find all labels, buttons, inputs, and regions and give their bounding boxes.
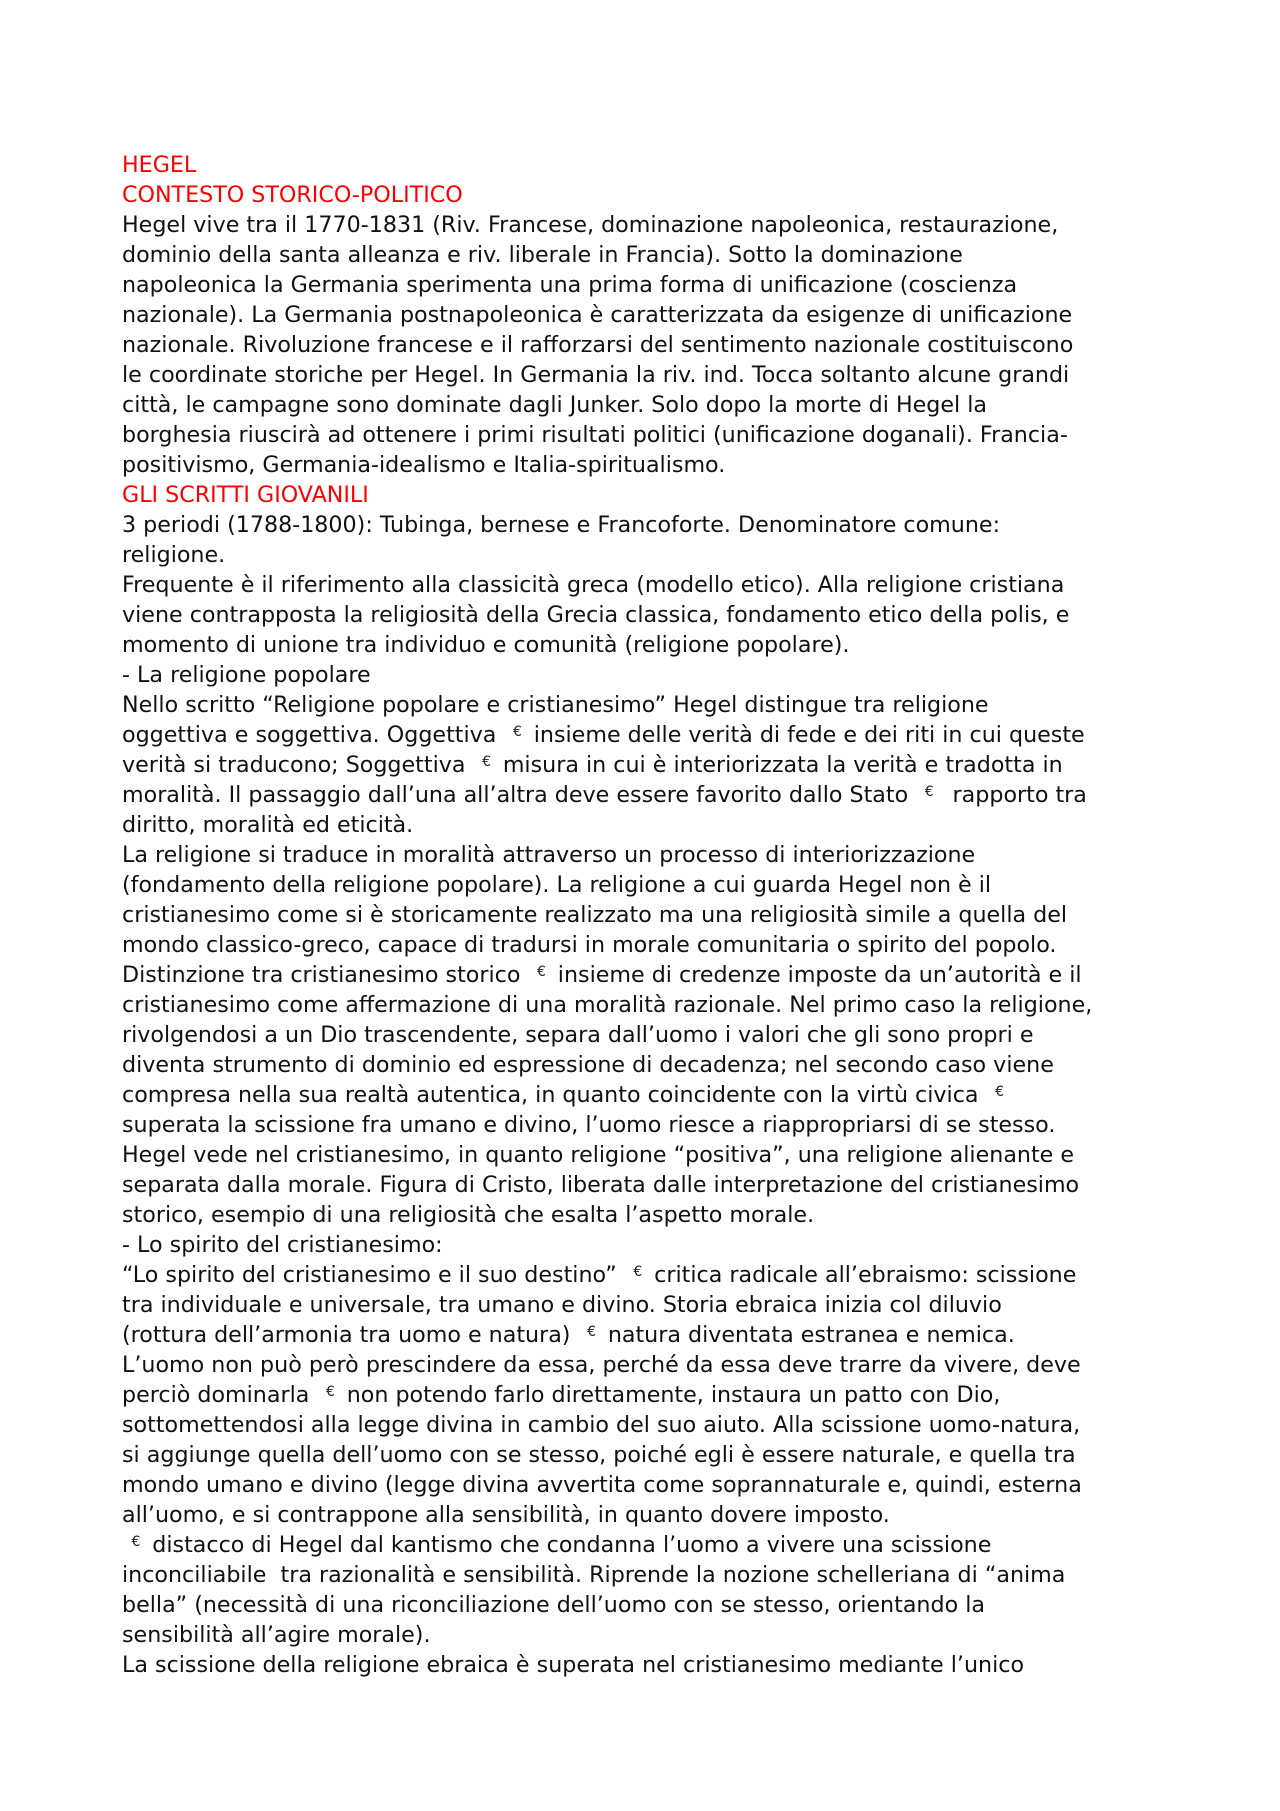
text-line (122, 1320, 1172, 1350)
text-segment: bella” (necessità di una riconciliazione dell’uomo con se stesso, orientando la (122, 1592, 985, 1618)
text-segment: borghesia riuscirà ad ottenere i primi risultati politici (unificazione doganali). Francia- (122, 422, 1068, 448)
text-line (122, 300, 1172, 330)
text-line (122, 660, 1172, 690)
text-segment: La scissione della religione ebraica è superata nel cristianesimo mediante l’unico (122, 1652, 1025, 1678)
text-segment: all’uomo, e si contrappone alla sensibilità, in quanto dovere imposto. (122, 1502, 890, 1528)
text-line (122, 960, 1172, 990)
text-line (122, 1410, 1172, 1440)
text-line (122, 930, 1172, 960)
text-segment: CONTESTO STORICO-POLITICO (122, 182, 463, 208)
text-line (122, 870, 1172, 900)
text-segment: moralità. Il passaggio dall’una all’altra deve essere favorito dallo Stato (122, 782, 916, 808)
text-segment: storico, esempio di una religiosità che esalta l’aspetto morale. (122, 1202, 815, 1228)
text-segment: cristianesimo come si è storicamente realizzato ma una religiosità simile a quella del (122, 902, 1068, 928)
text-segment: compresa nella sua realtà autentica, in quanto coincidente con la virtù civica (122, 1082, 986, 1108)
arrow-icon: € (131, 1534, 141, 1550)
text-segment: positivismo, Germania-idealismo e Italia-spiritualismo. (122, 452, 726, 478)
text-segment: diritto, moralità ed eticità. (122, 812, 414, 838)
text-segment: Hegel vede nel cristianesimo, in quanto religione “positiva”, una religione alienante e (122, 1142, 1075, 1168)
text-line (122, 780, 1172, 810)
text-line (122, 810, 1172, 840)
text-segment: “Lo spirito del cristianesimo e il suo destino” (122, 1262, 624, 1288)
text-segment: dominio della santa alleanza e riv. liberale in Francia). Sotto la dominazione (122, 242, 963, 268)
text-line (122, 570, 1172, 600)
text-segment: 3 periodi (1788-1800): Tubinga, bernese e Francoforte. Denominatore comune: (122, 512, 1001, 538)
text-line (122, 720, 1172, 750)
text-segment: separata dalla morale. Figura di Cristo, liberata dalle interpretazione del cristianesimo (122, 1172, 1080, 1198)
text-line (122, 1470, 1172, 1500)
text-segment: napoleonica la Germania sperimenta una prima forma di unificazione (coscienza (122, 272, 1018, 298)
text-segment: La religione si traduce in moralità attraverso un processo di interiorizzazione (122, 842, 976, 868)
text-segment: Nello scritto “Religione popolare e cristianesimo” Hegel distingue tra religione (122, 692, 989, 718)
text-segment: inconciliabile tra razionalità e sensibilità. Riprende la nozione schelleriana di “anima (122, 1562, 1066, 1588)
arrow-icon: € (537, 964, 546, 980)
text-line (122, 1050, 1172, 1080)
arrow-icon: € (482, 754, 491, 770)
text-segment: città, le campagne sono dominate dagli Junker. Solo dopo la morte di Hegel la (122, 392, 987, 418)
text-line (122, 1650, 1172, 1680)
text-segment: insieme di credenze imposte da un’autorità e il (550, 962, 1082, 988)
text-segment: misura in cui è interiorizzata la verità e tradotta in (495, 752, 1063, 778)
text-segment: - La religione popolare (122, 662, 371, 688)
text-line (122, 600, 1172, 630)
text-line (122, 330, 1172, 360)
text-segment: Hegel vive tra il 1770-1831 (Riv. Francese, dominazione napoleonica, restaurazione, (122, 212, 1059, 238)
text-line (122, 1260, 1172, 1290)
text-line (122, 690, 1172, 720)
text-line (122, 390, 1172, 420)
arrow-icon: € (633, 1264, 643, 1280)
text-segment: GLI SCRITTI GIOVANILI (122, 482, 369, 508)
text-segment: insieme delle verità di fede e dei riti in cui queste (526, 722, 1085, 748)
text-line (122, 1170, 1172, 1200)
arrow-icon: € (924, 784, 934, 800)
text-segment: L’uomo non può però prescindere da essa, perché da essa deve trarre da vivere, deve (122, 1352, 1081, 1378)
text-segment: rivolgendosi a un Dio trascendente, separa dall’uomo i valori che gli sono propri e (122, 1022, 1034, 1048)
text-line (122, 1080, 1172, 1110)
text-segment: si aggiunge quella dell’uomo con se stesso, poiché egli è essere naturale, e quella tra (122, 1442, 1076, 1468)
text-line (122, 510, 1172, 540)
text-line (122, 240, 1172, 270)
text-segment: oggettiva e soggettiva. Oggettiva (122, 722, 504, 748)
document-page (122, 150, 1172, 1680)
text-segment: sensibilità all’agire morale). (122, 1622, 431, 1648)
text-segment: Distinzione tra cristianesimo storico (122, 962, 528, 988)
text-segment: mondo classico-greco, capace di tradursi in morale comunitaria o spirito del popolo. (122, 932, 1057, 958)
text-line (122, 1530, 1172, 1560)
text-segment: cristianesimo come affermazione di una moralità razionale. Nel primo caso la religione, (122, 992, 1093, 1018)
text-line (122, 1020, 1172, 1050)
text-line (122, 270, 1172, 300)
arrow-icon: € (995, 1084, 1005, 1100)
text-segment: nazionale. Rivoluzione francese e il rafforzarsi del sentimento nazionale costituiscono (122, 332, 1074, 358)
text-line (122, 990, 1172, 1020)
text-line (122, 630, 1172, 660)
text-segment: sottomettendosi alla legge divina in cambio del suo aiuto. Alla scissione uomo-natura, (122, 1412, 1081, 1438)
text-segment: nazionale). La Germania postnapoleonica è caratterizzata da esigenze di unificazione (122, 302, 1073, 328)
text-segment: (rottura dell’armonia tra uomo e natura) (122, 1322, 578, 1348)
arrow-icon: € (587, 1324, 596, 1340)
text-segment: tra individuale e universale, tra umano e divino. Storia ebraica inizia col diluvio (122, 1292, 1002, 1318)
text-segment: viene contrapposta la religiosità della Grecia classica, fondamento etico della polis, e (122, 602, 1070, 628)
text-segment: - Lo spirito del cristianesimo: (122, 1232, 443, 1258)
text-line (122, 1290, 1172, 1320)
text-line (122, 1350, 1172, 1380)
text-segment: mondo umano e divino (legge divina avvertita come soprannaturale e, quindi, esterna (122, 1472, 1082, 1498)
text-segment: superata la scissione fra umano e divino, l’uomo riesce a riappropriarsi di se stesso. (122, 1112, 1056, 1138)
section-heading (122, 480, 1172, 510)
text-line (122, 1620, 1172, 1650)
text-segment: distacco di Hegel dal kantismo che condanna l’uomo a vivere una scissione (145, 1532, 992, 1558)
text-line (122, 1500, 1172, 1530)
text-line (122, 540, 1172, 570)
text-segment: le coordinate storiche per Hegel. In Germania la riv. ind. Tocca soltanto alcune grandi (122, 362, 1070, 388)
text-line (122, 1200, 1172, 1230)
arrow-icon: € (325, 1384, 335, 1400)
text-line (122, 840, 1172, 870)
section-heading (122, 150, 1172, 180)
text-line (122, 1440, 1172, 1470)
text-line (122, 420, 1172, 450)
text-line (122, 1590, 1172, 1620)
text-segment: non potendo farlo direttamente, instaura un patto con Dio, (339, 1382, 1001, 1408)
section-heading (122, 180, 1172, 210)
text-segment: HEGEL (122, 152, 197, 178)
text-line (122, 210, 1172, 240)
text-segment: perciò dominarla (122, 1382, 317, 1408)
text-segment: critica radicale all’ebraismo: scissione (647, 1262, 1077, 1288)
text-segment: natura diventata estranea e nemica. (600, 1322, 1015, 1348)
text-line (122, 360, 1172, 390)
text-line (122, 450, 1172, 480)
text-segment: diventa strumento di dominio ed espressione di decadenza; nel secondo caso viene (122, 1052, 1054, 1078)
text-line (122, 1140, 1172, 1170)
text-segment: rapporto tra (938, 782, 1087, 808)
text-segment: verità si traducono; Soggettiva (122, 752, 473, 778)
text-segment: Frequente è il riferimento alla classicità greca (modello etico). Alla religione cristiana (122, 572, 1065, 598)
text-segment: momento di unione tra individuo e comunità (religione popolare). (122, 632, 850, 658)
text-line (122, 1560, 1172, 1590)
text-line (122, 1380, 1172, 1410)
text-segment: (fondamento della religione popolare). La religione a cui guarda Hegel non è il (122, 872, 992, 898)
text-line (122, 1110, 1172, 1140)
arrow-icon: € (512, 724, 522, 740)
text-line (122, 900, 1172, 930)
text-line (122, 750, 1172, 780)
text-segment: religione. (122, 542, 226, 568)
